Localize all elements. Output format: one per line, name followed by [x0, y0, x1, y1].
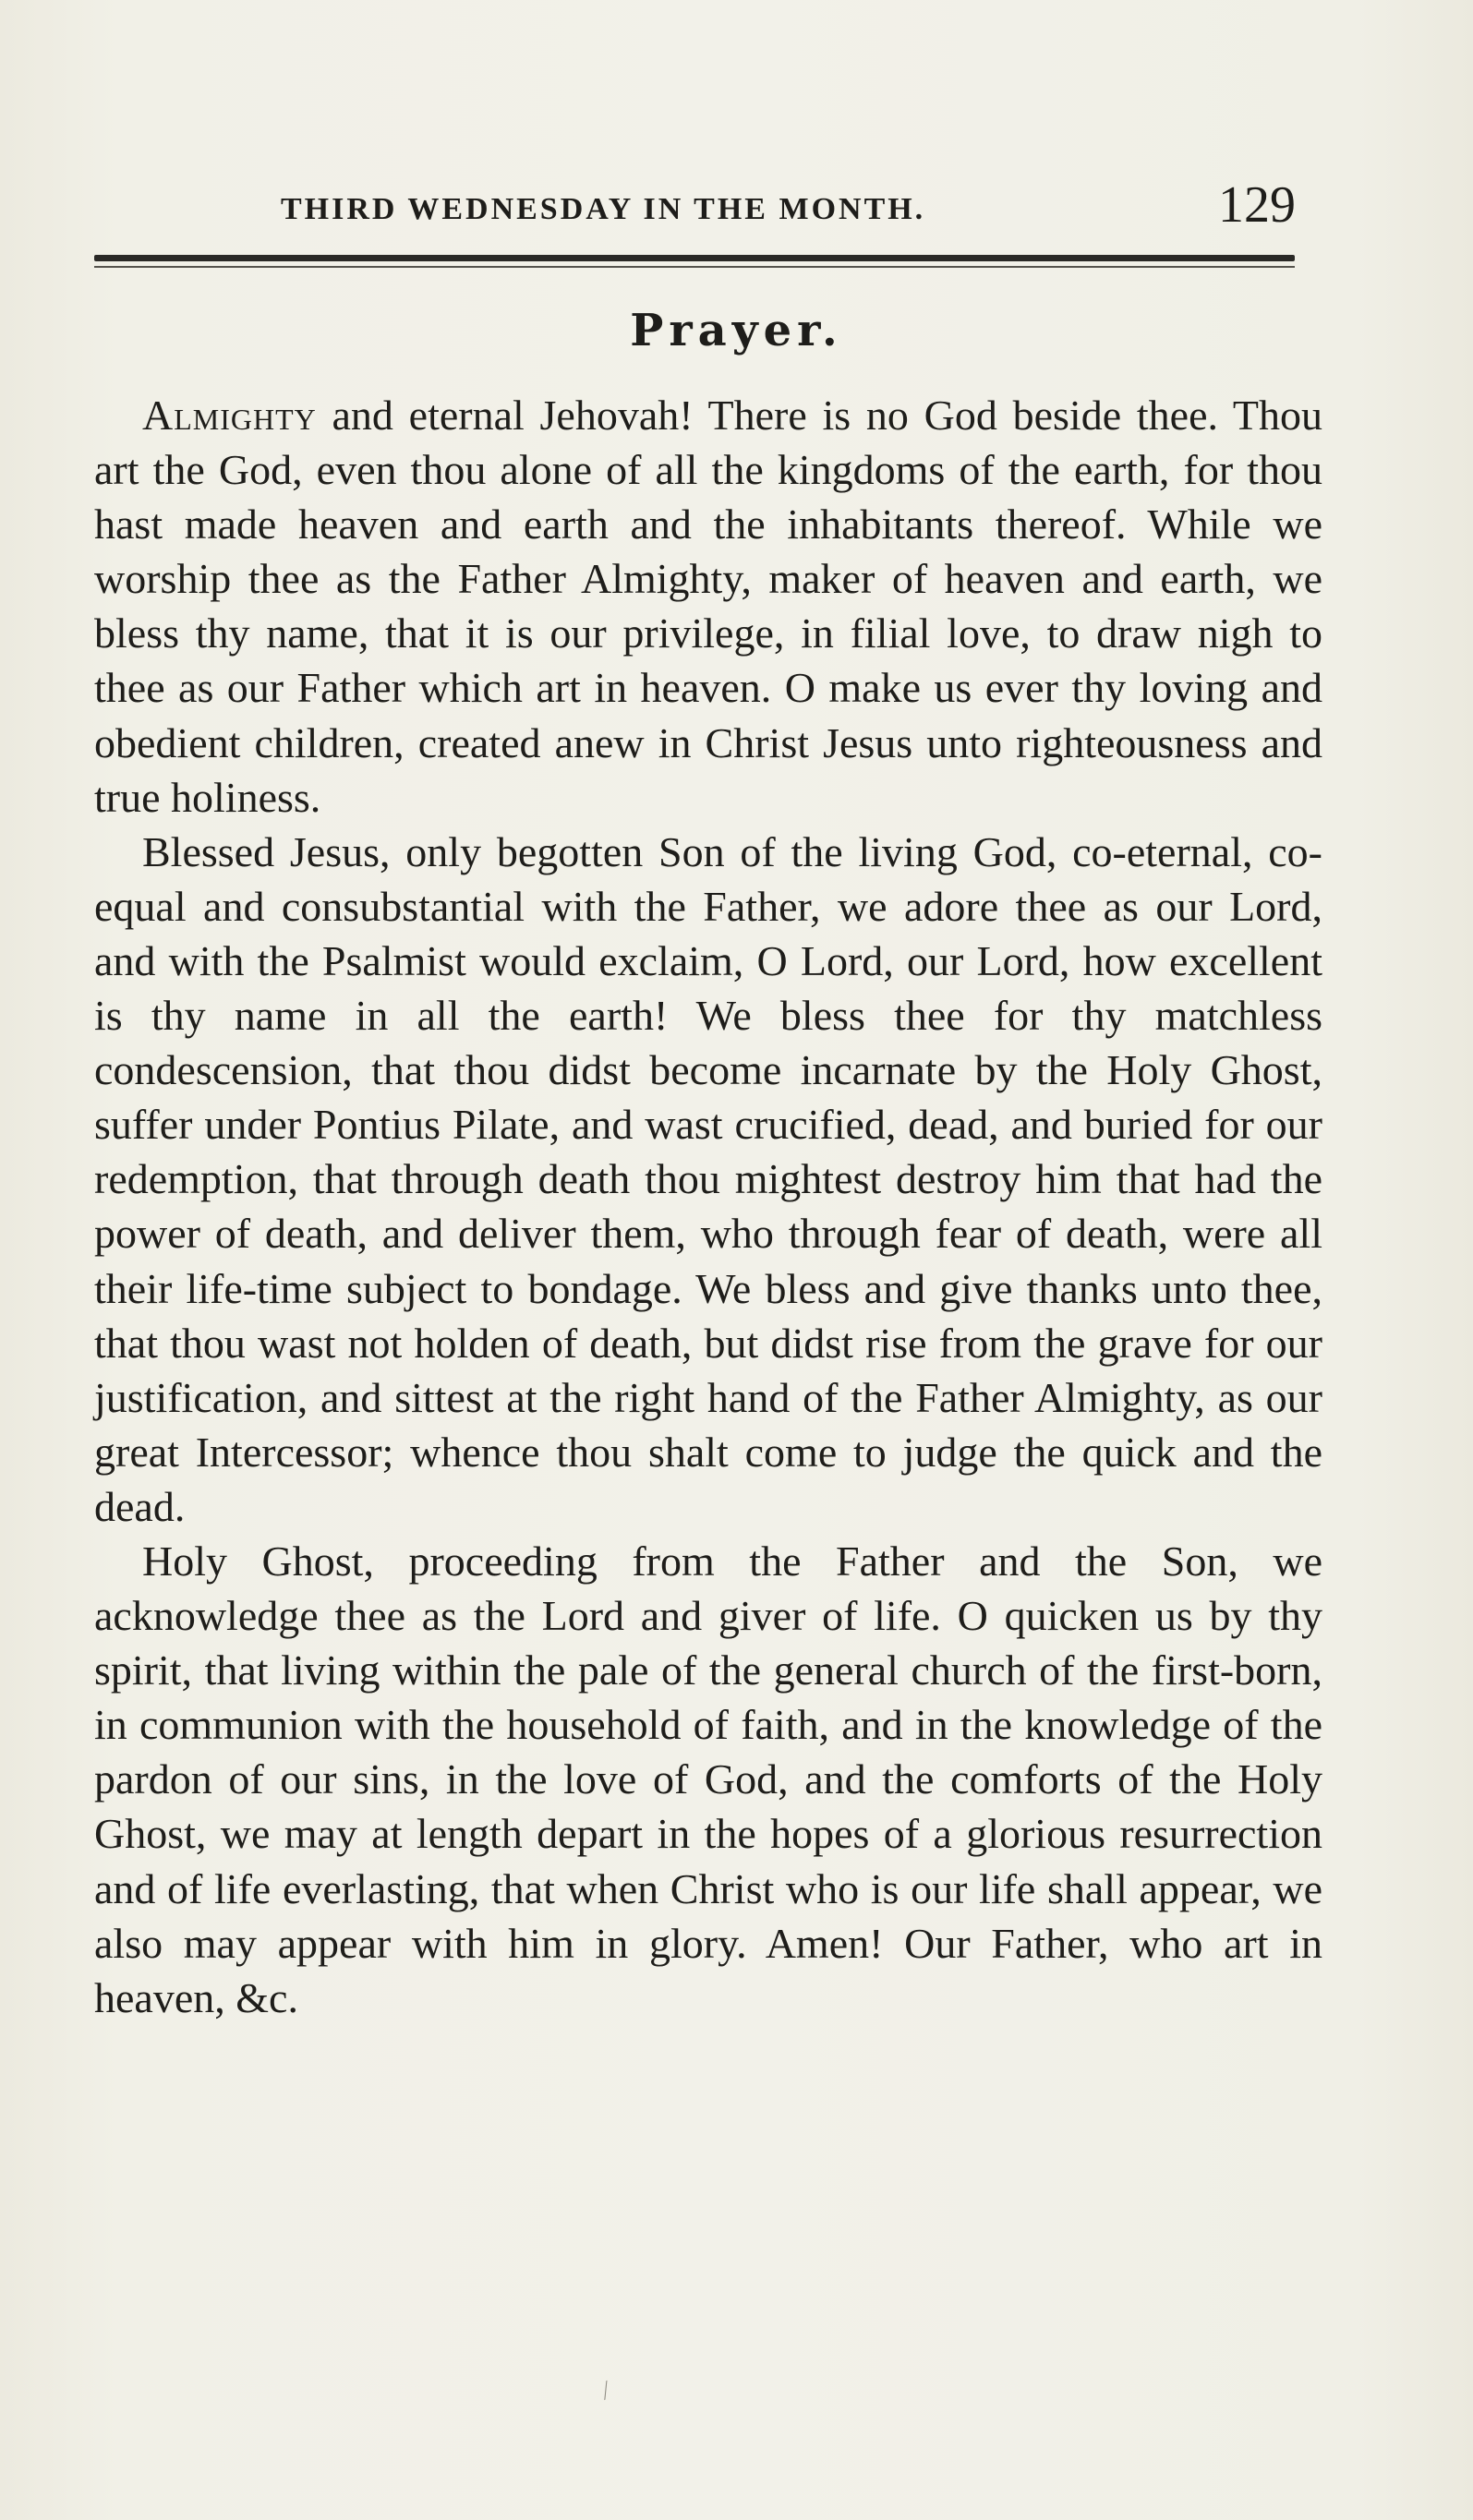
paragraph-1 [94, 388, 1322, 825]
paragraph-2: Blessed Jesus, only begotten Son of the living God, co-eternal, co-equal and consubstantial with the Father, we adore thee as our Lord, and with the Psalmist would exclaim, O Lord, our Lord, how excellent is thy name in all the earth! We bless thee for thy matchless condescension, that thou didst become incarnate by the Holy Ghost, suffer under Pontius Pilate, and wast crucified, dead, and buried for our redemption, that through death thou mightest destroy him that had the power of death, and deliver them, who through fear of death, were all their life-time subject to bondage. We bless and give thanks unto thee, that thou wast not holden of death, but didst rise from the grave for our justification, and sittest at the right hand of the Father Almighty, as our great Intercessor; whence thou shalt come to judge the quick and the dead. [94, 827, 1322, 1530]
header-rule-thin [94, 266, 1295, 268]
running-head [96, 175, 1297, 240]
header-rule-thick [94, 255, 1295, 261]
prayer-body [94, 388, 1322, 2025]
section-heading: Prayer. [630, 305, 843, 356]
page-number: 129 [1218, 176, 1296, 234]
running-title: THIRD WEDNESDAY IN THE MONTH. [281, 192, 926, 226]
paragraph-1-text: and eternal Jehovah! There is no God beside thee. Thou art the God, even thou alone of all the kingdoms of the earth, for thou hast made heaven and earth and the inhabitants thereof. While we worship thee as the Father Almighty, maker of heaven and earth, we bless thy name, that it is our privilege, in filial love, to draw nigh to thee as our Father which art in heaven. O make us ever thy loving and obedient children, created anew in Christ Jesus unto righteousness and true holiness. [94, 392, 1322, 821]
paragraph-3: Holy Ghost, proceeding from the Father and the Son, we acknowledge thee as the Lord and giver of life. O quicken us by thy spirit, that living within the pale of the general church of the first-born, in communion with the household of faith, and in the knowledge of the pardon of our sins, in the love of God, and the comforts of the Holy Ghost, we may at length depart in the hopes of a glorious resurrection and of life everlasting, that when Christ who is our life shall appear, we also may appear with him in glory. Amen! Our Father, who art in heaven, &c. [94, 1537, 1322, 2021]
paragraph-1-lead-word: Almighty [142, 392, 317, 439]
stray-pen-mark: ⁄ [597, 2377, 615, 2404]
